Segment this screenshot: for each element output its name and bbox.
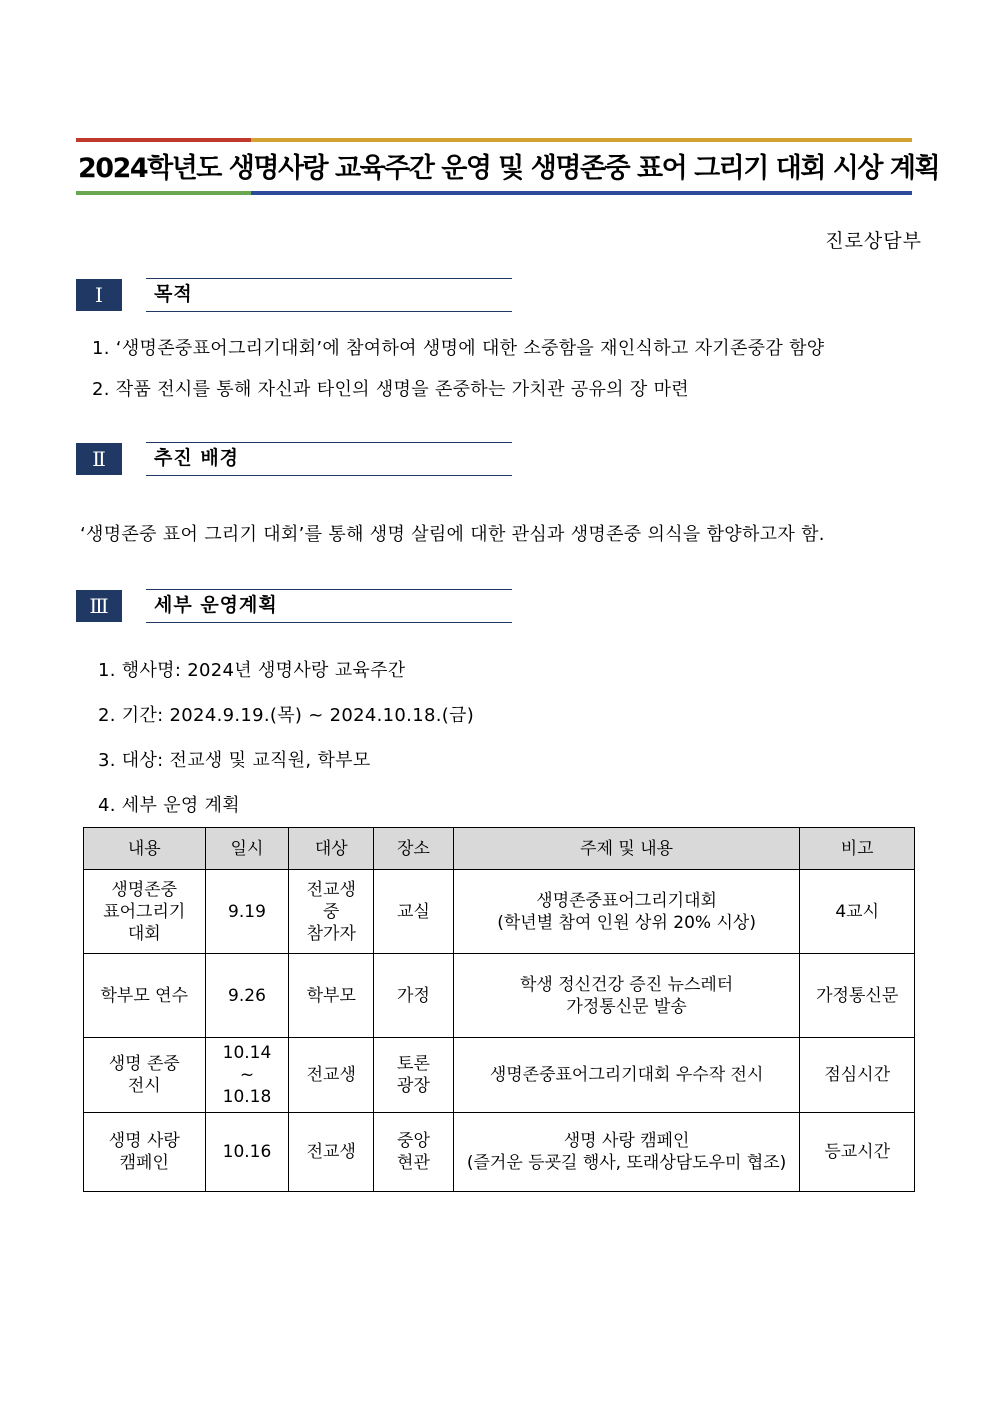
table-row [84,870,915,954]
table-cell: 토론 광장 [374,1038,454,1113]
background-text: ‘생명존중 표어 그리기 대회’를 통해 생명 살림에 대한 관심과 생명존중 의식을 함양하고자 함. [80,524,825,545]
section-heading [146,278,512,312]
table-cell: 학생 정신건강 증진 뉴스레터 가정통신문 발송 [453,954,800,1038]
table-cell: 9.19 [205,870,289,954]
section-heading [146,589,512,623]
table-cell: 가정통신문 [800,954,915,1038]
table-row [84,1113,915,1192]
table-cell: 생명존중 표어그리기 대회 [84,870,206,954]
table-header-row [84,828,915,870]
table-cell: 생명 존중 전시 [84,1038,206,1113]
table-cell: 학부모 [289,954,374,1038]
table-header-cell: 비고 [800,828,915,870]
section-number: Ⅱ [76,443,122,475]
table-header-cell: 주제 및 내용 [453,828,800,870]
table-row [84,1038,915,1113]
purpose-item: 2. 작품 전시를 통해 자신과 타인의 생명을 존중하는 가치관 공유의 장 마련 [92,379,689,400]
purpose-item: 1. ‘생명존중표어그리기대회’에 참여하여 생명에 대한 소중함을 재인식하고 자기존중감 함양 [92,338,825,359]
plan-item: 3. 대상: 전교생 및 교직원, 학부모 [98,750,371,771]
table-header-cell: 대상 [289,828,374,870]
section-title: 추진 배경 [154,447,240,469]
table-cell: 가정 [374,954,454,1038]
plan-item: 1. 행사명: 2024년 생명사랑 교육주간 [98,660,406,681]
document-title: 2024학년도 생명사랑 교육주간 운영 및 생명존중 표어 그리기 대회 시상 계획 [78,153,940,184]
table-cell: 점심시간 [800,1038,915,1113]
section-number: Ⅰ [76,279,122,311]
section-number: Ⅲ [76,590,122,622]
table-cell: 교실 [374,870,454,954]
title-bar-top-right [251,138,912,142]
table-header-cell: 내용 [84,828,206,870]
table-cell: 생명 사랑 캠페인 [84,1113,206,1192]
title-bar-top-left [76,138,251,142]
table-cell: 중앙 현관 [374,1113,454,1192]
table-cell: 10.14 ~ 10.18 [205,1038,289,1113]
table-cell: 등교시간 [800,1113,915,1192]
table-cell: 전교생 [289,1038,374,1113]
table-cell: 학부모 연수 [84,954,206,1038]
operation-plan-table [83,827,915,1192]
table-cell: 전교생 [289,1113,374,1192]
table-cell: 생명존중표어그리기대회 (학년별 참여 인원 상위 20% 시상) [453,870,800,954]
table-cell: 4교시 [800,870,915,954]
table-cell: 9.26 [205,954,289,1038]
table-header-cell: 일시 [205,828,289,870]
table-cell: 생명존중표어그리기대회 우수작 전시 [453,1038,800,1113]
table-row [84,954,915,1038]
department: 진로상담부 [825,230,922,252]
table-cell: 10.16 [205,1113,289,1192]
table-cell: 전교생 중 참가자 [289,870,374,954]
table-cell: 생명 사랑 캠페인 (즐거운 등굣길 행사, 또래상담도우미 협조) [453,1113,800,1192]
section-title: 세부 운영계획 [154,594,278,616]
table-header-cell: 장소 [374,828,454,870]
section-heading [146,442,512,476]
section-title: 목적 [154,283,193,305]
plan-item: 2. 기간: 2024.9.19.(목) ~ 2024.10.18.(금) [98,705,475,726]
title-bar-bottom-right [251,191,912,195]
plan-item: 4. 세부 운영 계획 [98,795,240,816]
title-bar-bottom-left [76,191,251,195]
